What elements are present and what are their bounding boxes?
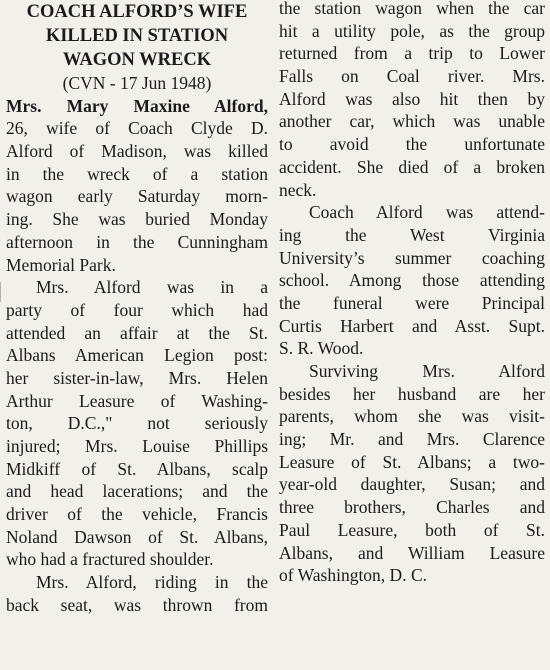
text-span: attended an affair at the St. — [6, 322, 268, 343]
headline-line: COACH ALFORD’S WIFE — [26, 2, 248, 22]
text-span: who had a fractured shoulder. — [6, 549, 214, 570]
text-line — [279, 0, 545, 20]
text-span: in the wreck of a station — [6, 163, 268, 184]
text-line — [279, 110, 545, 133]
text-line — [279, 360, 545, 383]
text-span: University’s summer coaching — [279, 247, 545, 268]
margin-mark — [0, 282, 4, 302]
text-span: S. R. Wood. — [279, 338, 364, 359]
text-line — [6, 231, 268, 254]
text-line — [279, 564, 545, 587]
text-span: ton, D.C.," not seriously — [6, 413, 268, 434]
right-column — [279, 0, 545, 587]
text-line — [6, 503, 268, 526]
text-span: Alford was also hit then by — [279, 88, 545, 109]
left-column — [6, 0, 268, 617]
right-column-body — [279, 0, 545, 587]
headline-line: KILLED IN STATION — [45, 26, 229, 46]
text-line — [279, 65, 545, 88]
text-span: her sister-in-law, Mrs. Helen — [6, 367, 268, 388]
text-span: Leasure of St. Albans; a two- — [279, 451, 545, 472]
text-line — [279, 42, 545, 65]
text-line — [279, 519, 545, 542]
text-line — [279, 473, 545, 496]
text-line — [279, 542, 545, 565]
text-span: parents, whom she was visit- — [279, 406, 545, 427]
text-span: returned from a trip to Lower — [279, 43, 545, 64]
text-line — [279, 383, 545, 406]
text-line — [6, 435, 268, 458]
text-line — [6, 322, 268, 345]
text-line — [279, 247, 545, 270]
text-line — [6, 95, 268, 118]
text-line — [6, 571, 268, 594]
headline — [6, 0, 268, 72]
text-span: Memorial Park. — [6, 254, 116, 275]
text-span: Albans, and William Leasure — [279, 542, 545, 563]
text-line — [279, 224, 545, 247]
headline-line: WAGON WRECK — [62, 50, 212, 70]
text-span: Falls on Coal river. Mrs. — [279, 66, 545, 87]
text-span: neck. — [279, 179, 317, 200]
text-span: Midkiff of St. Albans, scalp — [6, 458, 268, 479]
text-span: the station wagon when the car — [279, 0, 545, 18]
text-line — [6, 140, 268, 163]
text-span: the funeral were Principal — [279, 292, 545, 313]
text-line — [6, 480, 268, 503]
text-span: year-old daughter, Susan; and — [279, 474, 545, 495]
dateline: (CVN - 17 Jun 1948) — [62, 73, 212, 93]
text-span: hit a utility pole, as the group — [279, 20, 545, 41]
text-span: back seat, was thrown from — [6, 594, 268, 615]
text-line — [279, 88, 545, 111]
text-line — [6, 548, 268, 571]
text-line — [6, 254, 268, 277]
text-line — [279, 451, 545, 474]
text-line — [6, 299, 268, 322]
text-line — [6, 458, 268, 481]
text-span: 26, wife of Coach Clyde D. — [6, 118, 268, 139]
text-line — [279, 156, 545, 179]
text-line — [279, 179, 545, 202]
text-span: accident. She died of a broken — [279, 156, 545, 177]
text-span: ing. She was buried Monday — [6, 209, 268, 230]
text-span: Mrs. Alford was in a — [36, 277, 268, 298]
text-line — [6, 390, 268, 413]
text-span: Paul Leasure, both of St. — [279, 519, 545, 540]
text-line — [6, 163, 268, 186]
text-span: party of four which had — [6, 299, 268, 320]
text-span: to avoid the unfortunate — [279, 134, 545, 155]
text-line — [6, 594, 268, 617]
text-span: besides her husband are her — [279, 383, 545, 404]
text-line — [279, 428, 545, 451]
text-span: driver of the vehicle, Francis — [6, 504, 268, 525]
text-line — [6, 367, 268, 390]
text-span: injured; Mrs. Louise Phillips — [6, 436, 268, 456]
text-line — [6, 526, 268, 549]
text-line — [279, 20, 545, 43]
text-line — [279, 269, 545, 292]
text-span: school. Among those attending — [279, 270, 545, 291]
text-span: three brothers, Charles and — [279, 497, 545, 518]
left-column-body — [6, 95, 268, 617]
text-line — [6, 185, 268, 208]
text-line — [6, 412, 268, 435]
text-span: Alford of Madison, was killed — [6, 141, 268, 162]
text-span: Mrs. Alford, riding in the — [36, 572, 268, 593]
text-line — [279, 337, 545, 360]
text-span: Albans American Legion post: — [6, 345, 268, 366]
text-span: Curtis Harbert and Asst. Supt. — [279, 315, 545, 336]
text-span: Coach Alford was attend- — [309, 202, 545, 223]
text-span: Arthur Leasure of Washing- — [6, 390, 268, 411]
text-line — [6, 276, 268, 299]
name-bold: Mrs. Mary Maxine Alford, — [6, 95, 268, 116]
text-span: wagon early Saturday morn- — [6, 186, 268, 207]
text-line — [279, 315, 545, 338]
text-span: Noland Dawson of St. Albans, — [6, 526, 268, 547]
text-span: another car, which was unable — [279, 111, 545, 132]
text-span: ing; Mr. and Mrs. Clarence — [279, 429, 545, 450]
text-line — [279, 496, 545, 519]
text-line — [279, 201, 545, 224]
text-span: ing the West Virginia — [279, 224, 545, 245]
text-line — [279, 292, 545, 315]
text-span: Surviving Mrs. Alford — [309, 361, 545, 381]
text-line — [6, 117, 268, 140]
text-span: of Washington, D. C. — [279, 565, 427, 586]
text-span: and head lacerations; and the — [6, 481, 268, 502]
text-line — [279, 405, 545, 428]
text-span: afternoon in the Cunningham — [6, 231, 268, 252]
text-line — [6, 344, 268, 367]
text-line — [279, 133, 545, 156]
text-line — [6, 208, 268, 231]
